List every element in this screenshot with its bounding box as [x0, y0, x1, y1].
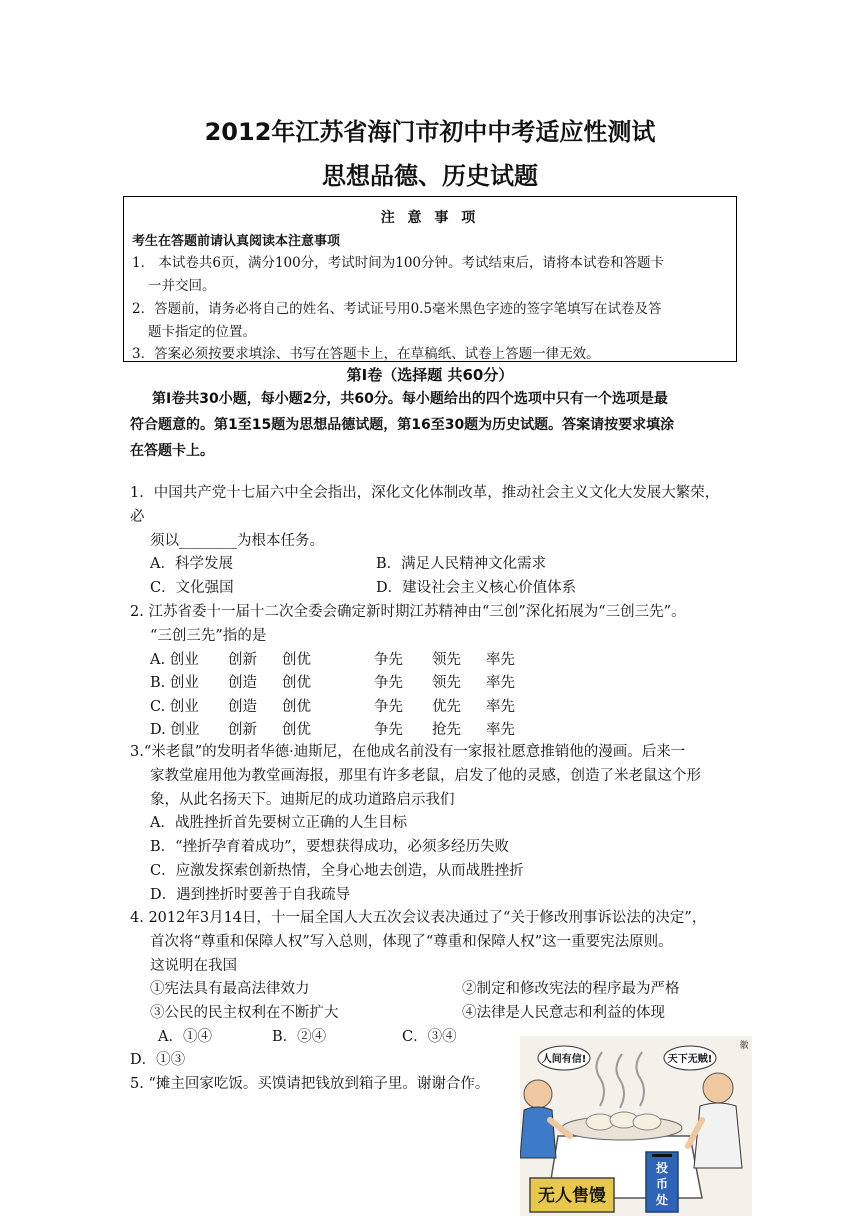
cartoon-sign: 无人售馒	[538, 1186, 606, 1206]
q4-stem-1: 4. 2012年3月14日，十一届全国人大五次会议表决通过了“关于修改刑事诉讼法的决定”，	[130, 910, 707, 926]
q2-option-d-part-6: 率先	[486, 722, 515, 738]
q1-option-d: D．建设社会主义核心价值体系	[376, 580, 577, 596]
q4-option-d: D．①③	[130, 1052, 186, 1068]
q4-statement-4: ④法律是人民意志和利益的体现	[462, 1005, 665, 1021]
bubble-right: 天下无贼!	[667, 1054, 713, 1065]
q4-option-b: B．②④	[272, 1029, 327, 1045]
notice-item-3: 3．答案必须按要求填涂、书写在答题卡上，在草稿纸、试卷上答题一律无效。	[132, 346, 600, 362]
q2-option-b-part-5: 领先	[432, 675, 461, 691]
svg-text:处: 处	[655, 1193, 669, 1207]
q4-stem-3: 这说明在我国	[150, 958, 237, 974]
notice-item-1: 1． 本试卷共6页，满分100分，考试时间为100分钟。考试结束后，请将本试卷和答题卡	[132, 255, 665, 271]
q2-option-c-part-5: 优先	[432, 699, 461, 715]
q2-option-b-part-2: 创造	[228, 675, 257, 691]
bubble-left: 人间有信!	[541, 1054, 587, 1065]
svg-text:投: 投	[655, 1161, 669, 1175]
section-intro-2: 符合题意的。第1至15题为思想品德试题，第16至30题为历史试题。答案请按要求填涂	[130, 417, 675, 433]
q1-option-c: C．文化强国	[150, 580, 234, 596]
q3-stem-2: 家教堂雇用他为教堂画海报，那里有许多老鼠，启发了他的灵感，创造了米老鼠这个形	[150, 768, 701, 784]
notice-box	[123, 196, 737, 362]
q2-option-c-part-6: 率先	[486, 699, 515, 715]
q5-stem-1: 5. “摊主回家吃饭。买馍请把钱放到箱子里。谢谢合作。	[130, 1076, 490, 1092]
notice-item-2-cont: 题卡指定的位置。	[148, 324, 256, 340]
q1-option-a: A．科学发展	[150, 556, 233, 572]
q2-option-d-part-3: 创优	[282, 722, 311, 738]
q2-stem-1: 2. 江苏省委十一届十二次全委会确定新时期江苏精神由“三创”深化拓展为“三创三先”。	[130, 604, 686, 620]
q2-option-b-part-3: 创优	[282, 675, 311, 691]
q2-option-c-part-4: 争先	[374, 699, 403, 715]
q3-stem-1: 3.“米老鼠”的发明者华德·迪斯尼，在他成名前没有一家报社愿意推销他的漫画。后来一	[130, 744, 686, 760]
page-title: 2012年江苏省海门市初中中考适应性测试	[204, 118, 656, 146]
notice-item-1-cont: 一并交回。	[148, 278, 216, 294]
section-intro-3: 在答题卡上。	[130, 443, 214, 459]
q4-option-c: C．③④	[402, 1029, 457, 1045]
q2-option-a-part-5: 领先	[432, 652, 461, 668]
q2-option-b-part-6: 率先	[486, 675, 515, 691]
q2-option-c-part-2: 创造	[228, 699, 257, 715]
q3-stem-3: 象，从此名扬天下。迪斯尼的成功道路启示我们	[150, 792, 455, 808]
q1-option-b: B．满足人民精神文化需求	[376, 556, 547, 572]
q2-option-b-part-1: B. 创业	[150, 675, 199, 691]
svg-text:徽: 徽	[739, 1041, 749, 1051]
q3-option-a: A．战胜挫折首先要树立正确的人生目标	[150, 815, 407, 831]
q4-stem-2: 首次将“尊重和保障人权”写入总则，体现了“尊重和保障人权”这一重要宪法原则。	[150, 934, 673, 950]
q2-option-a-part-2: 创新	[228, 652, 257, 668]
q2-option-b-part-4: 争先	[374, 675, 403, 691]
section-title: 第Ⅰ卷（选择题 共60分）	[346, 366, 514, 384]
notice-heading: 注 意 事 项	[380, 210, 480, 226]
q2-option-a-part-3: 创优	[282, 652, 311, 668]
q2-option-d-part-5: 抢先	[432, 722, 461, 738]
svg-text:币: 币	[655, 1177, 669, 1191]
q2-option-d-part-4: 争先	[374, 722, 403, 738]
q2-stem-2: “三创三先”指的是	[150, 628, 267, 644]
q2-option-a-part-6: 率先	[486, 652, 515, 668]
section-intro-1: 第Ⅰ卷共30小题，每小题2分，共60分。每小题给出的四个选项中只有一个选项是最	[152, 391, 668, 407]
q1-stem-2: 必	[130, 509, 145, 525]
cartoon-image	[520, 1036, 752, 1216]
q3-option-c: C．应激发探索创新热情，全身心地去创造，从而战胜挫折	[150, 863, 524, 879]
q2-option-a-part-1: A. 创业	[150, 652, 199, 668]
page-subtitle: 思想品德、历史试题	[322, 162, 538, 190]
q2-option-c-part-3: 创优	[282, 699, 311, 715]
q4-option-a: A．①④	[158, 1029, 212, 1045]
notice-item-2: 2．答题前，请务必将自己的姓名、考试证号用0.5毫米黑色字迹的签字笔填写在试卷及答	[132, 301, 662, 317]
q1-stem-1: 1．中国共产党十七届六中全会指出，深化文化体制改革，推动社会主义文化大发展大繁荣，	[130, 485, 720, 501]
q2-option-d-part-1: D. 创业	[150, 722, 200, 738]
q4-statement-1: ①宪法具有最高法律效力	[150, 981, 310, 997]
q2-option-a-part-4: 争先	[374, 652, 403, 668]
q3-option-d: D．遇到挫折时要善于自我疏导	[150, 887, 351, 903]
notice-subheading: 考生在答题前请认真阅读本注意事项	[132, 234, 341, 249]
q4-statement-3: ③公民的民主权利在不断扩大	[150, 1005, 339, 1021]
q3-option-b: B．“挫折孕育着成功”，要想获得成功，必须多经历失败	[150, 839, 509, 855]
q1-stem-3: 须以________为根本任务。	[150, 533, 324, 549]
q4-statement-2: ②制定和修改宪法的程序最为严格	[462, 981, 680, 997]
q2-option-c-part-1: C. 创业	[150, 699, 199, 715]
q2-option-d-part-2: 创新	[228, 722, 257, 738]
